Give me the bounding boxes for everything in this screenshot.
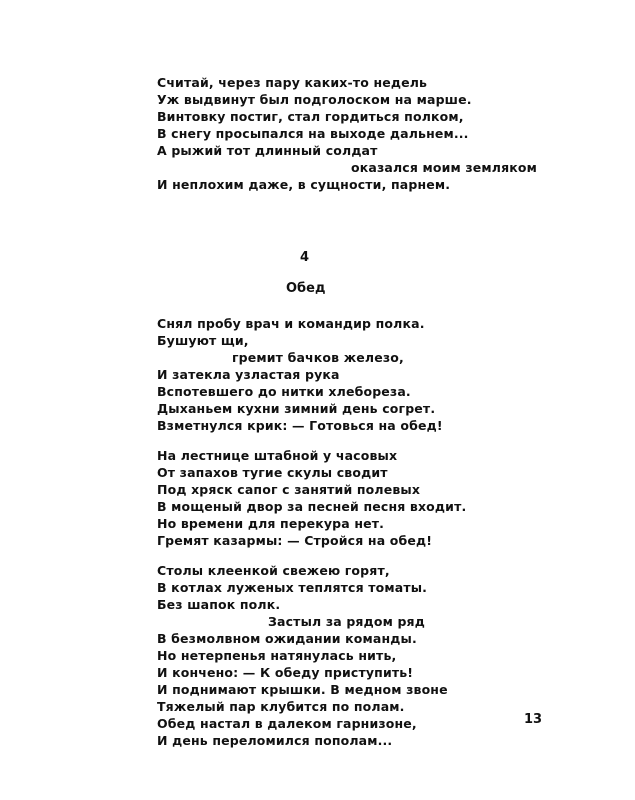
- section-title: Обед: [286, 281, 326, 296]
- poem-line: Под хряск сапог с занятий полевых: [157, 482, 421, 497]
- poem-line: А рыжий тот длинный солдат: [157, 143, 378, 158]
- poem-line: Уж выдвинут был подголоском на марше.: [157, 92, 472, 107]
- poem-line: И поднимают крышки. В медном звоне: [157, 682, 448, 697]
- poem-line: Вспотевшего до нитки хлебореза.: [157, 384, 411, 399]
- page-number: 13: [524, 712, 543, 727]
- poem-line: Бушуют щи,: [157, 333, 249, 348]
- poem-line: В котлах луженых теплятся томаты.: [157, 580, 428, 595]
- poem-line: В мощеный двор за песней песня входит.: [157, 499, 467, 514]
- poem-line: В снегу просыпался на выходе дальнем...: [157, 126, 469, 141]
- poem-line: От запахов тугие скулы сводит: [157, 465, 388, 480]
- poem-line: Без шапок полк.: [157, 597, 281, 612]
- poem-line: В безмолвном ожидании команды.: [157, 631, 417, 646]
- poem-line: И кончено: — К обеду приступить!: [157, 665, 414, 680]
- poem-line: Но нетерпенья натянулась нить,: [157, 648, 397, 663]
- poem-line: оказался моим земляком: [351, 160, 538, 175]
- poem-line: Тяжелый пар клубится по полам.: [157, 699, 405, 714]
- poem-line: На лестнице штабной у часовых: [157, 448, 398, 463]
- poem-line: Обед настал в далеком гарнизоне,: [157, 716, 417, 731]
- poem-line: гремит бачков железо,: [232, 350, 404, 365]
- poem-line: Винтовку постиг, стал гордиться полком,: [157, 109, 464, 124]
- poem-line: Столы клеенкой свежею горят,: [157, 563, 390, 578]
- poem-line: Дыханьем кухни зимний день согрет.: [157, 401, 436, 416]
- poem-line: Застыл за рядом ряд: [268, 614, 425, 629]
- poem-line: Считай, через пару каких-то недель: [157, 75, 428, 90]
- poem-line: И неплохим даже, в сущности, парнем.: [157, 177, 451, 192]
- poem-line: И день переломился пополам...: [157, 733, 393, 748]
- poem-line: Но времени для перекура нет.: [157, 516, 385, 531]
- section-number: 4: [300, 250, 310, 265]
- poem-line: Взметнулся крик: — Готовься на обед!: [157, 418, 443, 433]
- poem-line: Снял пробу врач и командир полка.: [157, 316, 425, 331]
- poem-line: И затекла узластая рука: [157, 367, 340, 382]
- poem-line: Гремят казармы: — Стройся на обед!: [157, 533, 433, 548]
